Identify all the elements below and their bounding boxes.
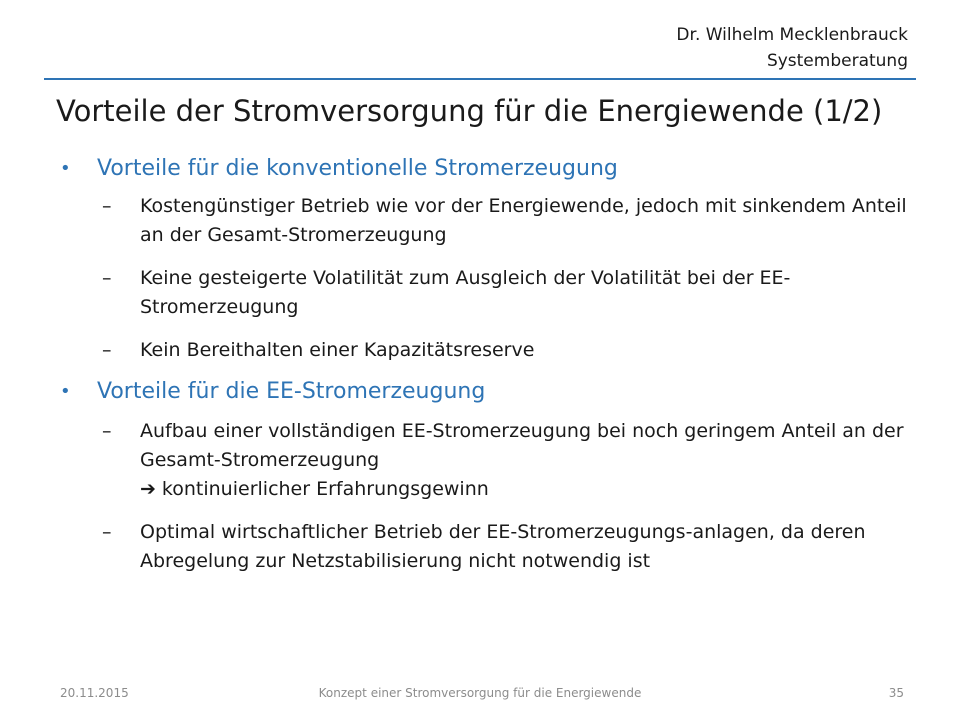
list-item (60, 264, 920, 322)
bullet-dot-icon: • (60, 158, 71, 179)
list-item-text: Kein Bereithalten einer Kapazitätsreserve (140, 339, 535, 361)
section-heading-label: Vorteile für die EE-Stromerzeugung (97, 379, 486, 404)
section-heading-ee (60, 377, 920, 407)
footer-title: Konzept einer Stromversorgung für die Energiewende (318, 686, 642, 700)
dash-icon: – (102, 339, 112, 361)
section-heading-label: Vorteile für die konventionelle Stromerzeugung (97, 156, 618, 181)
arrow-right-icon: ➔ (140, 478, 156, 500)
dash-icon: – (102, 521, 112, 543)
page-number: 35 (888, 686, 904, 700)
list-item (60, 192, 920, 250)
consequence-text: kontinuierlicher Erfahrungsgewinn (161, 478, 489, 500)
dash-icon: – (102, 195, 112, 217)
footer-date: 20.11.2015 (60, 686, 129, 700)
list-item-text: Kostengünstiger Betrieb wie vor der Energiewende, jedoch mit sinkendem Anteil an der Gesamt-Stromerzeugung (140, 195, 907, 246)
author-block (676, 22, 908, 74)
list-item (60, 336, 920, 365)
header-divider (44, 78, 916, 80)
author-name: Dr. Wilhelm Mecklenbrauck (676, 25, 908, 45)
list-item-text: Optimal wirtschaftlicher Betrieb der EE-Stromerzeugungs-anlagen, da deren Abregelung zur Netzstabilisierung nicht notwendig ist (140, 521, 866, 572)
list-item-text: Keine gesteigerte Volatilität zum Ausgleich der Volatilität bei der EE-Stromerzeugung (140, 267, 791, 318)
author-subtitle: Systemberatung (766, 51, 908, 71)
bullet-dot-icon: • (60, 381, 71, 402)
dash-icon: – (102, 420, 112, 442)
slide-title: Vorteile der Stromversorgung für die Energiewende (1/2) (56, 94, 883, 128)
section-heading-conventional (60, 154, 920, 184)
list-item (60, 417, 920, 504)
slide-content (60, 154, 920, 576)
dash-icon: – (102, 267, 112, 289)
consequence-line (140, 475, 920, 504)
list-item (60, 518, 920, 576)
list-item-text: Aufbau einer vollständigen EE-Stromerzeugung bei noch geringem Anteil an der Gesamt-Stromerzeugung (140, 420, 904, 471)
